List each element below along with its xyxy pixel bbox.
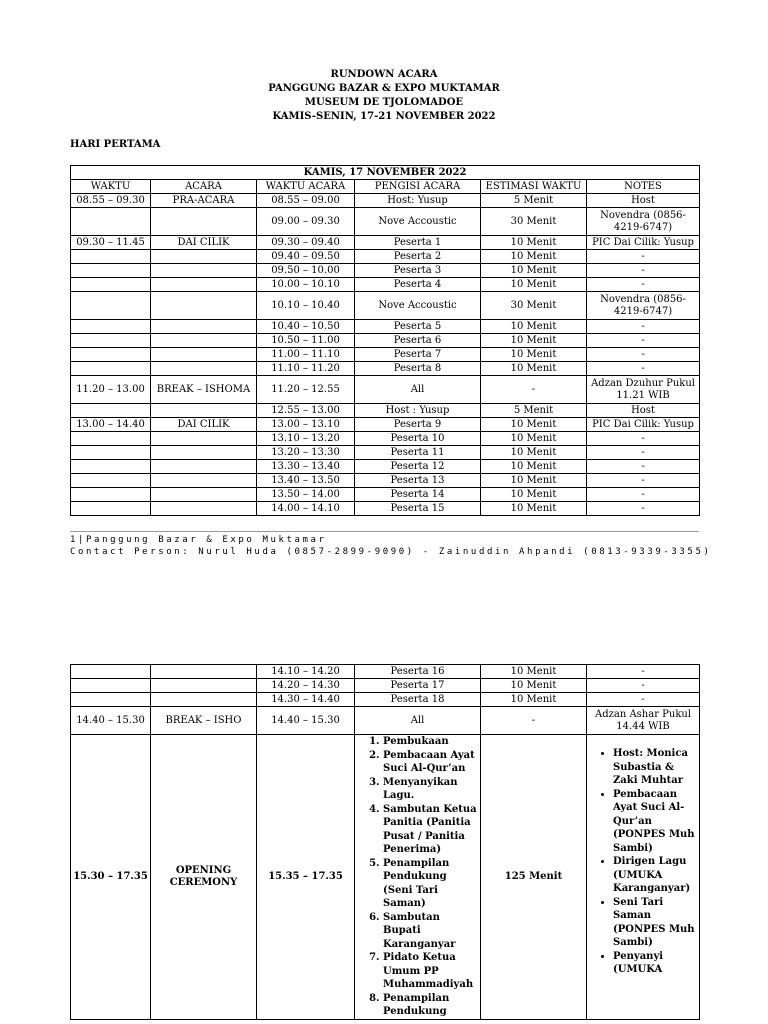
cell-waktu bbox=[71, 679, 151, 693]
cell-pengisi-acara: Peserta 9 bbox=[355, 418, 481, 432]
cell-acara bbox=[151, 250, 257, 264]
cell-pengisi-acara: Host: Yusup bbox=[355, 194, 481, 208]
cell-waktu bbox=[71, 320, 151, 334]
cell-waktu bbox=[71, 502, 151, 516]
cell-acara bbox=[151, 292, 257, 320]
cell-acara: DAI CILIK bbox=[151, 236, 257, 250]
cell-acara: OPENING CEREMONY bbox=[151, 735, 257, 1020]
cell-waktu-acara: 11.00 – 11.10 bbox=[257, 348, 355, 362]
table-date-header-row bbox=[71, 166, 700, 180]
cell-waktu-acara: 14.10 – 14.20 bbox=[257, 665, 355, 679]
cell-acara bbox=[151, 693, 257, 707]
table-row bbox=[71, 362, 700, 376]
cell-notes: - bbox=[587, 278, 700, 292]
table-row bbox=[71, 679, 700, 693]
cell-acara bbox=[151, 334, 257, 348]
cell-waktu-acara: 09.40 – 09.50 bbox=[257, 250, 355, 264]
cell-estimasi-waktu: 125 Menit bbox=[481, 735, 587, 1020]
cell-estimasi-waktu: 5 Menit bbox=[481, 404, 587, 418]
cell-waktu-acara: 13.40 – 13.50 bbox=[257, 474, 355, 488]
cell-waktu-acara: 11.10 – 11.20 bbox=[257, 362, 355, 376]
note-item: • Dirigen Lagu (UMUKA Karanganyar) bbox=[613, 855, 697, 896]
column-header: ACARA bbox=[151, 180, 257, 194]
table-row bbox=[71, 418, 700, 432]
cell-notes: - bbox=[587, 665, 700, 679]
cell-acara bbox=[151, 264, 257, 278]
cell-estimasi-waktu: 10 Menit bbox=[481, 264, 587, 278]
cell-pengisi-acara: Peserta 1 bbox=[355, 236, 481, 250]
cell-waktu bbox=[71, 404, 151, 418]
cell-pengisi-acara: Peserta 6 bbox=[355, 334, 481, 348]
cell-notes: Adzan Dzuhur Pukul 11.21 WIB bbox=[587, 376, 700, 404]
cell-waktu-acara: 14.00 – 14.10 bbox=[257, 502, 355, 516]
cell-notes: Novendra (0856-4219-6747) bbox=[587, 208, 700, 236]
cell-estimasi-waktu: 10 Menit bbox=[481, 348, 587, 362]
cell-waktu: 14.40 – 15.30 bbox=[71, 707, 151, 735]
cell-acara: BREAK – ISHO bbox=[151, 707, 257, 735]
cell-acara: BREAK – ISHOMA bbox=[151, 376, 257, 404]
program-item: 1. Pembukaan bbox=[383, 735, 478, 749]
cell-waktu bbox=[71, 348, 151, 362]
table-row bbox=[71, 334, 700, 348]
table-row bbox=[71, 264, 700, 278]
footer-divider bbox=[70, 531, 699, 532]
cell-estimasi-waktu: 10 Menit bbox=[481, 334, 587, 348]
cell-estimasi-waktu: 10 Menit bbox=[481, 474, 587, 488]
cell-notes: - bbox=[587, 348, 700, 362]
cell-notes: - bbox=[587, 334, 700, 348]
rundown-table-page2 bbox=[70, 664, 700, 1020]
cell-waktu-acara: 13.50 – 14.00 bbox=[257, 488, 355, 502]
cell-pengisi-acara: Peserta 7 bbox=[355, 348, 481, 362]
table-column-header-row bbox=[71, 180, 700, 194]
rundown-table-page1 bbox=[70, 165, 700, 516]
cell-waktu-acara: 13.10 – 13.20 bbox=[257, 432, 355, 446]
cell-waktu bbox=[71, 278, 151, 292]
cell-estimasi-waktu: 10 Menit bbox=[481, 693, 587, 707]
cell-waktu: 09.30 – 11.45 bbox=[71, 236, 151, 250]
cell-waktu: 11.20 – 13.00 bbox=[71, 376, 151, 404]
table-row bbox=[71, 292, 700, 320]
cell-estimasi-waktu: 30 Menit bbox=[481, 292, 587, 320]
cell-notes: - bbox=[587, 362, 700, 376]
cell-estimasi-waktu: 10 Menit bbox=[481, 278, 587, 292]
cell-estimasi-waktu: - bbox=[481, 707, 587, 735]
cell-waktu-acara: 09.00 – 09.30 bbox=[257, 208, 355, 236]
cell-acara: PRA-ACARA bbox=[151, 194, 257, 208]
table-row bbox=[71, 320, 700, 334]
note-item: • Penyanyi (UMUKA bbox=[613, 950, 697, 977]
cell-pengisi-acara: Peserta 15 bbox=[355, 502, 481, 516]
column-header: WAKTU ACARA bbox=[257, 180, 355, 194]
cell-pengisi-acara: All bbox=[355, 376, 481, 404]
cell-notes: - bbox=[587, 488, 700, 502]
cell-waktu bbox=[71, 446, 151, 460]
table-row bbox=[71, 665, 700, 679]
cell-estimasi-waktu: 10 Menit bbox=[481, 432, 587, 446]
cell-waktu: 15.30 – 17.35 bbox=[71, 735, 151, 1020]
table-row bbox=[71, 194, 700, 208]
footer-page-label: 1|Panggung Bazar & Expo Muktamar bbox=[70, 535, 327, 545]
document-header bbox=[0, 68, 768, 124]
program-item: 8. Penampilan Pendukung bbox=[383, 992, 478, 1019]
cell-estimasi-waktu: 30 Menit bbox=[481, 208, 587, 236]
note-item: • Seni Tari Saman (PONPES Muh Sambi) bbox=[613, 896, 697, 950]
table-row bbox=[71, 278, 700, 292]
cell-waktu-acara: 10.40 – 10.50 bbox=[257, 320, 355, 334]
program-item: 7. Pidato Ketua Umum PP Muhammadiyah bbox=[383, 951, 478, 992]
cell-waktu bbox=[71, 334, 151, 348]
cell-pengisi-acara: Peserta 17 bbox=[355, 679, 481, 693]
cell-waktu-acara: 14.20 – 14.30 bbox=[257, 679, 355, 693]
cell-acara bbox=[151, 278, 257, 292]
cell-pengisi-acara: Peserta 12 bbox=[355, 460, 481, 474]
cell-acara bbox=[151, 665, 257, 679]
cell-estimasi-waktu: 10 Menit bbox=[481, 665, 587, 679]
cell-pengisi-acara: Peserta 16 bbox=[355, 665, 481, 679]
cell-pengisi-acara: Peserta 2 bbox=[355, 250, 481, 264]
opening-ceremony-row bbox=[71, 735, 700, 1020]
table-row bbox=[71, 693, 700, 707]
cell-notes: - bbox=[587, 460, 700, 474]
cell-waktu bbox=[71, 432, 151, 446]
cell-pengisi-acara: Peserta 18 bbox=[355, 693, 481, 707]
cell-pengisi-acara: Peserta 13 bbox=[355, 474, 481, 488]
cell-estimasi-waktu: 10 Menit bbox=[481, 502, 587, 516]
note-item: • Host: Monica Subastia & Zaki Muhtar bbox=[613, 747, 697, 788]
opening-notes-list bbox=[589, 747, 697, 977]
cell-estimasi-waktu: 5 Menit bbox=[481, 194, 587, 208]
cell-notes: Host bbox=[587, 404, 700, 418]
cell-waktu-acara: 12.55 – 13.00 bbox=[257, 404, 355, 418]
cell-waktu-acara: 13.20 – 13.30 bbox=[257, 446, 355, 460]
cell-waktu-acara: 15.35 – 17.35 bbox=[257, 735, 355, 1020]
cell-acara bbox=[151, 502, 257, 516]
table-row bbox=[71, 404, 700, 418]
cell-waktu-acara: 14.40 – 15.30 bbox=[257, 707, 355, 735]
cell-waktu: 13.00 – 14.40 bbox=[71, 418, 151, 432]
program-item: 3. Menyanyikan Lagu. bbox=[383, 776, 478, 803]
cell-estimasi-waktu: 10 Menit bbox=[481, 488, 587, 502]
cell-estimasi-waktu: - bbox=[481, 376, 587, 404]
cell-acara bbox=[151, 460, 257, 474]
cell-waktu: 08.55 – 09.30 bbox=[71, 194, 151, 208]
cell-waktu-acara: 11.20 – 12.55 bbox=[257, 376, 355, 404]
cell-acara bbox=[151, 679, 257, 693]
cell-acara bbox=[151, 320, 257, 334]
cell-notes: - bbox=[587, 446, 700, 460]
day-label: HARI PERTAMA bbox=[70, 139, 161, 150]
cell-waktu-acara: 10.50 – 11.00 bbox=[257, 334, 355, 348]
cell-waktu bbox=[71, 208, 151, 236]
cell-notes: - bbox=[587, 432, 700, 446]
cell-estimasi-waktu: 10 Menit bbox=[481, 460, 587, 474]
cell-pengisi-acara: Peserta 11 bbox=[355, 446, 481, 460]
cell-notes: PIC Dai Cilik: Yusup bbox=[587, 418, 700, 432]
cell-waktu-acara: 08.55 – 09.00 bbox=[257, 194, 355, 208]
table-row bbox=[71, 376, 700, 404]
cell-acara bbox=[151, 488, 257, 502]
header-title: RUNDOWN ACARA bbox=[330, 69, 438, 80]
cell-notes: - bbox=[587, 679, 700, 693]
program-item: 2. Pembacaan Ayat Suci Al-Qur’an bbox=[383, 749, 478, 776]
cell-estimasi-waktu: 10 Menit bbox=[481, 320, 587, 334]
cell-acara bbox=[151, 362, 257, 376]
cell-waktu-acara: 10.00 – 10.10 bbox=[257, 278, 355, 292]
cell-waktu bbox=[71, 474, 151, 488]
cell-acara bbox=[151, 348, 257, 362]
cell-pengisi-acara: Host : Yusup bbox=[355, 404, 481, 418]
table-row bbox=[71, 446, 700, 460]
cell-pengisi-acara: Nove Accoustic bbox=[355, 292, 481, 320]
cell-pengisi-acara: Peserta 10 bbox=[355, 432, 481, 446]
cell-notes: - bbox=[587, 320, 700, 334]
cell-waktu bbox=[71, 250, 151, 264]
table-row bbox=[71, 460, 700, 474]
table-row bbox=[71, 208, 700, 236]
cell-pengisi-acara: Peserta 5 bbox=[355, 320, 481, 334]
cell-waktu bbox=[71, 292, 151, 320]
cell-estimasi-waktu: 10 Menit bbox=[481, 236, 587, 250]
cell-notes: Adzan Ashar Pukul 14.44 WIB bbox=[587, 707, 700, 735]
cell-pengisi-acara: All bbox=[355, 707, 481, 735]
header-venue: MUSEUM DE TJOLOMADOE bbox=[304, 97, 464, 108]
cell-waktu-acara: 13.00 – 13.10 bbox=[257, 418, 355, 432]
cell-notes: - bbox=[587, 693, 700, 707]
table-row bbox=[71, 474, 700, 488]
cell-waktu bbox=[71, 362, 151, 376]
table-row bbox=[71, 236, 700, 250]
note-item: • Pembacaan Ayat Suci Al-Qur’an (PONPES Muh Sambi) bbox=[613, 788, 697, 856]
cell-estimasi-waktu: 10 Menit bbox=[481, 362, 587, 376]
cell-waktu bbox=[71, 665, 151, 679]
cell-acara bbox=[151, 474, 257, 488]
header-dates: KAMIS-SENIN, 17-21 NOVEMBER 2022 bbox=[272, 111, 496, 122]
column-header: ESTIMASI WAKTU bbox=[481, 180, 587, 194]
cell-pengisi-acara: Peserta 14 bbox=[355, 488, 481, 502]
cell-waktu-acara: 14.30 – 14.40 bbox=[257, 693, 355, 707]
cell-acara bbox=[151, 404, 257, 418]
cell-waktu bbox=[71, 460, 151, 474]
cell-acara bbox=[151, 432, 257, 446]
cell-waktu bbox=[71, 693, 151, 707]
program-item: 6. Sambutan Bupati Karanganyar bbox=[383, 911, 478, 952]
cell-notes: PIC Dai Cilik: Yusup bbox=[587, 236, 700, 250]
cell-notes: Novendra (0856-4219-6747) bbox=[587, 292, 700, 320]
cell-notes: Host bbox=[587, 194, 700, 208]
cell-pengisi-acara: Peserta 3 bbox=[355, 264, 481, 278]
cell-waktu-acara: 10.10 – 10.40 bbox=[257, 292, 355, 320]
column-header: NOTES bbox=[587, 180, 700, 194]
cell-waktu bbox=[71, 264, 151, 278]
program-item: 4. Sambutan Ketua Panitia (Panitia Pusat / Panitia Penerima) bbox=[383, 803, 478, 857]
cell-notes: - bbox=[587, 474, 700, 488]
column-header: WAKTU bbox=[71, 180, 151, 194]
cell-waktu-acara: 09.30 – 09.40 bbox=[257, 236, 355, 250]
cell-waktu-acara: 13.30 – 13.40 bbox=[257, 460, 355, 474]
cell-estimasi-waktu: 10 Menit bbox=[481, 250, 587, 264]
cell-pengisi-acara: Peserta 8 bbox=[355, 362, 481, 376]
cell-notes: - bbox=[587, 250, 700, 264]
table-row bbox=[71, 250, 700, 264]
cell-estimasi-waktu: 10 Menit bbox=[481, 446, 587, 460]
table-row bbox=[71, 488, 700, 502]
cell-notes: - bbox=[587, 502, 700, 516]
cell-pengisi-acara: Nove Accoustic bbox=[355, 208, 481, 236]
cell-acara bbox=[151, 446, 257, 460]
cell-waktu-acara: 09.50 – 10.00 bbox=[257, 264, 355, 278]
header-event: PANGGUNG BAZAR & EXPO MUKTAMAR bbox=[268, 83, 500, 94]
cell-waktu bbox=[71, 488, 151, 502]
table-date-header: KAMIS, 17 NOVEMBER 2022 bbox=[71, 166, 700, 180]
table-row bbox=[71, 707, 700, 735]
table-row bbox=[71, 502, 700, 516]
cell-acara bbox=[151, 208, 257, 236]
cell-pengisi-acara bbox=[355, 735, 481, 1020]
table-row bbox=[71, 348, 700, 362]
cell-estimasi-waktu: 10 Menit bbox=[481, 418, 587, 432]
cell-estimasi-waktu: 10 Menit bbox=[481, 679, 587, 693]
cell-notes: - bbox=[587, 264, 700, 278]
column-header: PENGISI ACARA bbox=[355, 180, 481, 194]
footer-contact: Contact Person: Nurul Huda (0857-2899-9090) - Zainuddin Ahpandi (0813-9339-3355) bbox=[70, 547, 712, 557]
cell-acara: DAI CILIK bbox=[151, 418, 257, 432]
table-row bbox=[71, 432, 700, 446]
program-item: 5. Penampilan Pendukung (Seni Tari Saman) bbox=[383, 857, 478, 911]
opening-program-list bbox=[357, 735, 478, 1019]
cell-notes bbox=[587, 735, 700, 1020]
cell-pengisi-acara: Peserta 4 bbox=[355, 278, 481, 292]
